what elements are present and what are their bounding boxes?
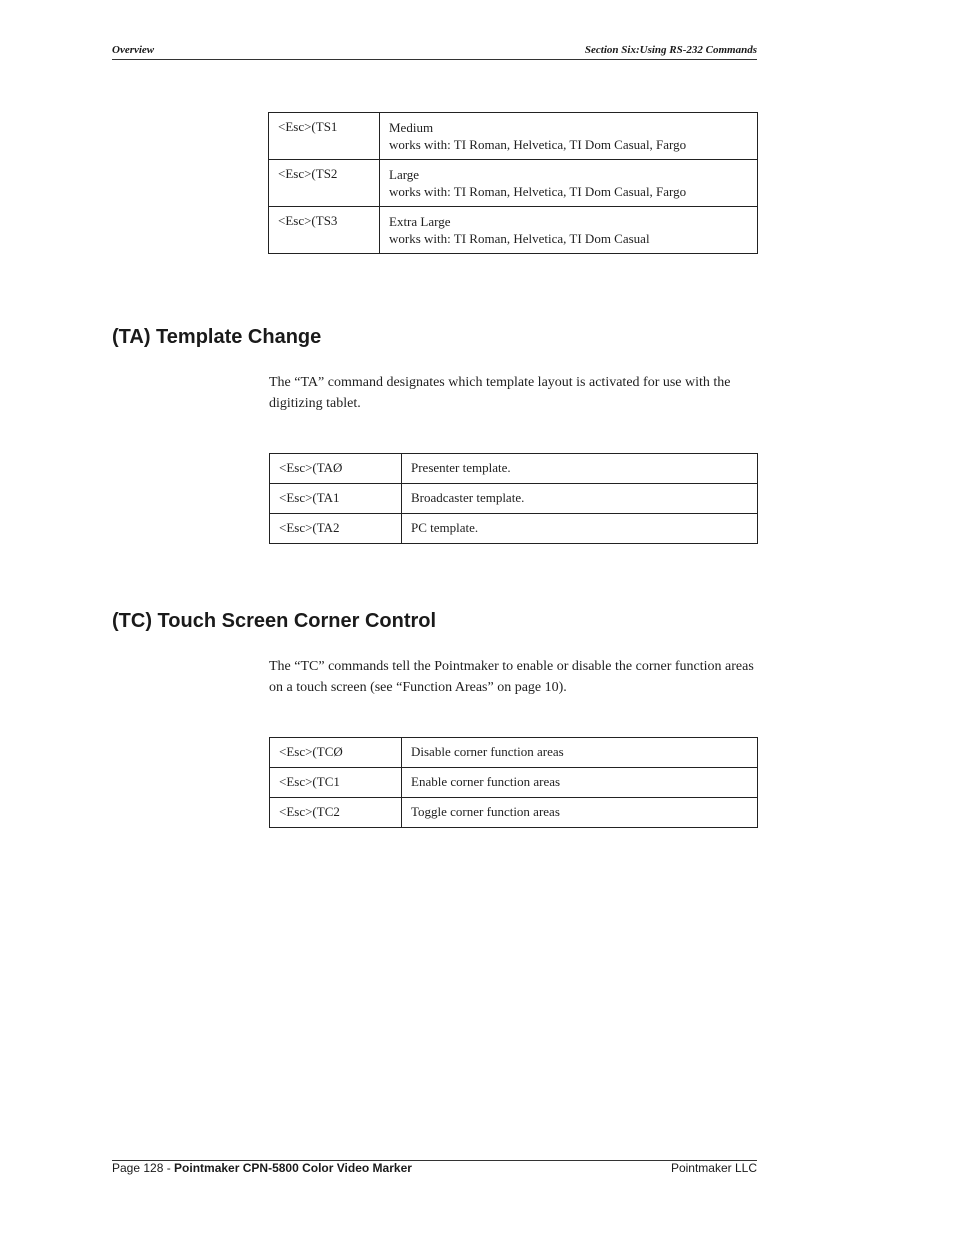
command-cell: <Esc>(TCØ [270,738,402,768]
description-cell: Toggle corner function areas [402,798,758,828]
command-cell: <Esc>(TC1 [270,768,402,798]
description-cell: Presenter template. [402,454,758,484]
section-title-template-change: (TA) Template Change [112,326,322,348]
text-size-command-table [268,112,758,254]
command-cell: <Esc>(TS2 [269,160,380,207]
page-footer [112,1160,757,1179]
section-description-touch-screen-corner-control: The “TC” commands tell the Pointmaker to enable or disable the corner function areas on a touch screen (see “Function Areas” on page 10). [269,659,754,695]
size-label: Large [389,167,420,182]
description-cell: Broadcaster template. [402,484,758,514]
description-cell [380,207,758,254]
table-row [269,207,758,254]
description-cell [380,113,758,160]
command-cell: <Esc>(TAØ [270,454,402,484]
table-row [270,768,758,798]
size-label: Medium [389,120,434,135]
table-row [270,514,758,544]
footer-company-name: Pointmaker LLC [670,1161,757,1175]
description-cell: PC template. [402,514,758,544]
footer-page-info [112,1161,412,1175]
table-row [269,113,758,160]
footer-product-name: Pointmaker CPN-5800 Color Video Marker [174,1161,412,1175]
table-row [269,160,758,207]
command-cell: <Esc>(TS3 [269,207,380,254]
size-label: Extra Large [389,214,451,229]
table-row [270,484,758,514]
command-cell: <Esc>(TA2 [270,514,402,544]
description-cell: Disable corner function areas [402,738,758,768]
table-row [270,798,758,828]
template-command-table [269,453,758,544]
command-cell: <Esc>(TA1 [270,484,402,514]
command-cell: <Esc>(TC2 [270,798,402,828]
font-compatibility: works with: TI Roman, Helvetica, TI Dom Casual, Fargo [389,137,687,152]
table-row [270,738,758,768]
description-cell: Enable corner function areas [402,768,758,798]
touch-corner-command-table [269,737,758,828]
page-header [112,43,757,60]
footer-page-number: Page 128 - [112,1161,175,1175]
font-compatibility: works with: TI Roman, Helvetica, TI Dom Casual [389,231,650,246]
description-cell [380,160,758,207]
header-section-label: Overview [112,44,155,56]
table-row [270,454,758,484]
section-description-template-change: The “TA” command designates which template layout is activated for use with the digitizing tablet. [269,375,731,411]
command-cell: <Esc>(TS1 [269,113,380,160]
section-title-touch-screen-corner-control: (TC) Touch Screen Corner Control [112,610,437,632]
header-chapter-label: Section Six:Using RS-232 Commands [584,44,757,56]
font-compatibility: works with: TI Roman, Helvetica, TI Dom Casual, Fargo [389,184,687,199]
